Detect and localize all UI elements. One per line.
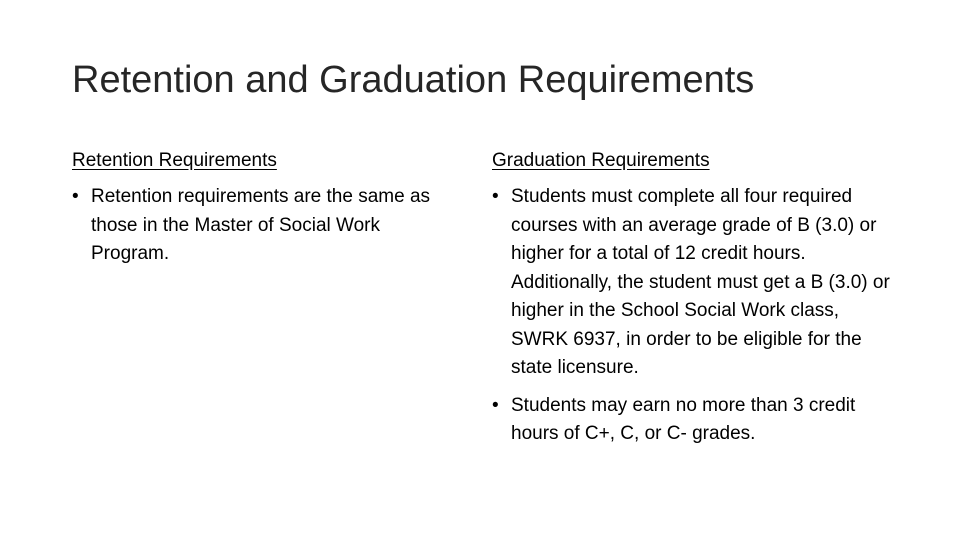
bullet-text: Retention requirements are the same as those in the Master of Social Work Program. bbox=[91, 186, 431, 264]
bullet-icon: • bbox=[492, 186, 499, 207]
graduation-heading: Graduation Requirements bbox=[492, 150, 710, 171]
list-item bbox=[492, 392, 892, 449]
retention-bullet-list bbox=[72, 183, 444, 269]
graduation-bullet-list bbox=[492, 183, 892, 449]
list-item bbox=[72, 183, 444, 269]
bullet-text: Students may earn no more than 3 credit hours of C+, C, or C- grades. bbox=[511, 394, 856, 444]
graduation-column bbox=[492, 148, 892, 458]
bullet-text: Students must complete all four required courses with an average grade of B (3.0) or higher for a total of 12 credit hours. Additionally, the student must get a B (3.0) or higher in the School Social Work class, SWRK 6937, in order to be eligible for the state licensure. bbox=[511, 186, 890, 378]
slide-title: Retention and Graduation Requirements bbox=[72, 59, 755, 101]
retention-heading: Retention Requirements bbox=[72, 150, 277, 171]
bullet-icon: • bbox=[492, 394, 499, 416]
retention-column bbox=[72, 148, 444, 278]
list-item bbox=[492, 183, 892, 383]
bullet-icon: • bbox=[72, 186, 79, 207]
